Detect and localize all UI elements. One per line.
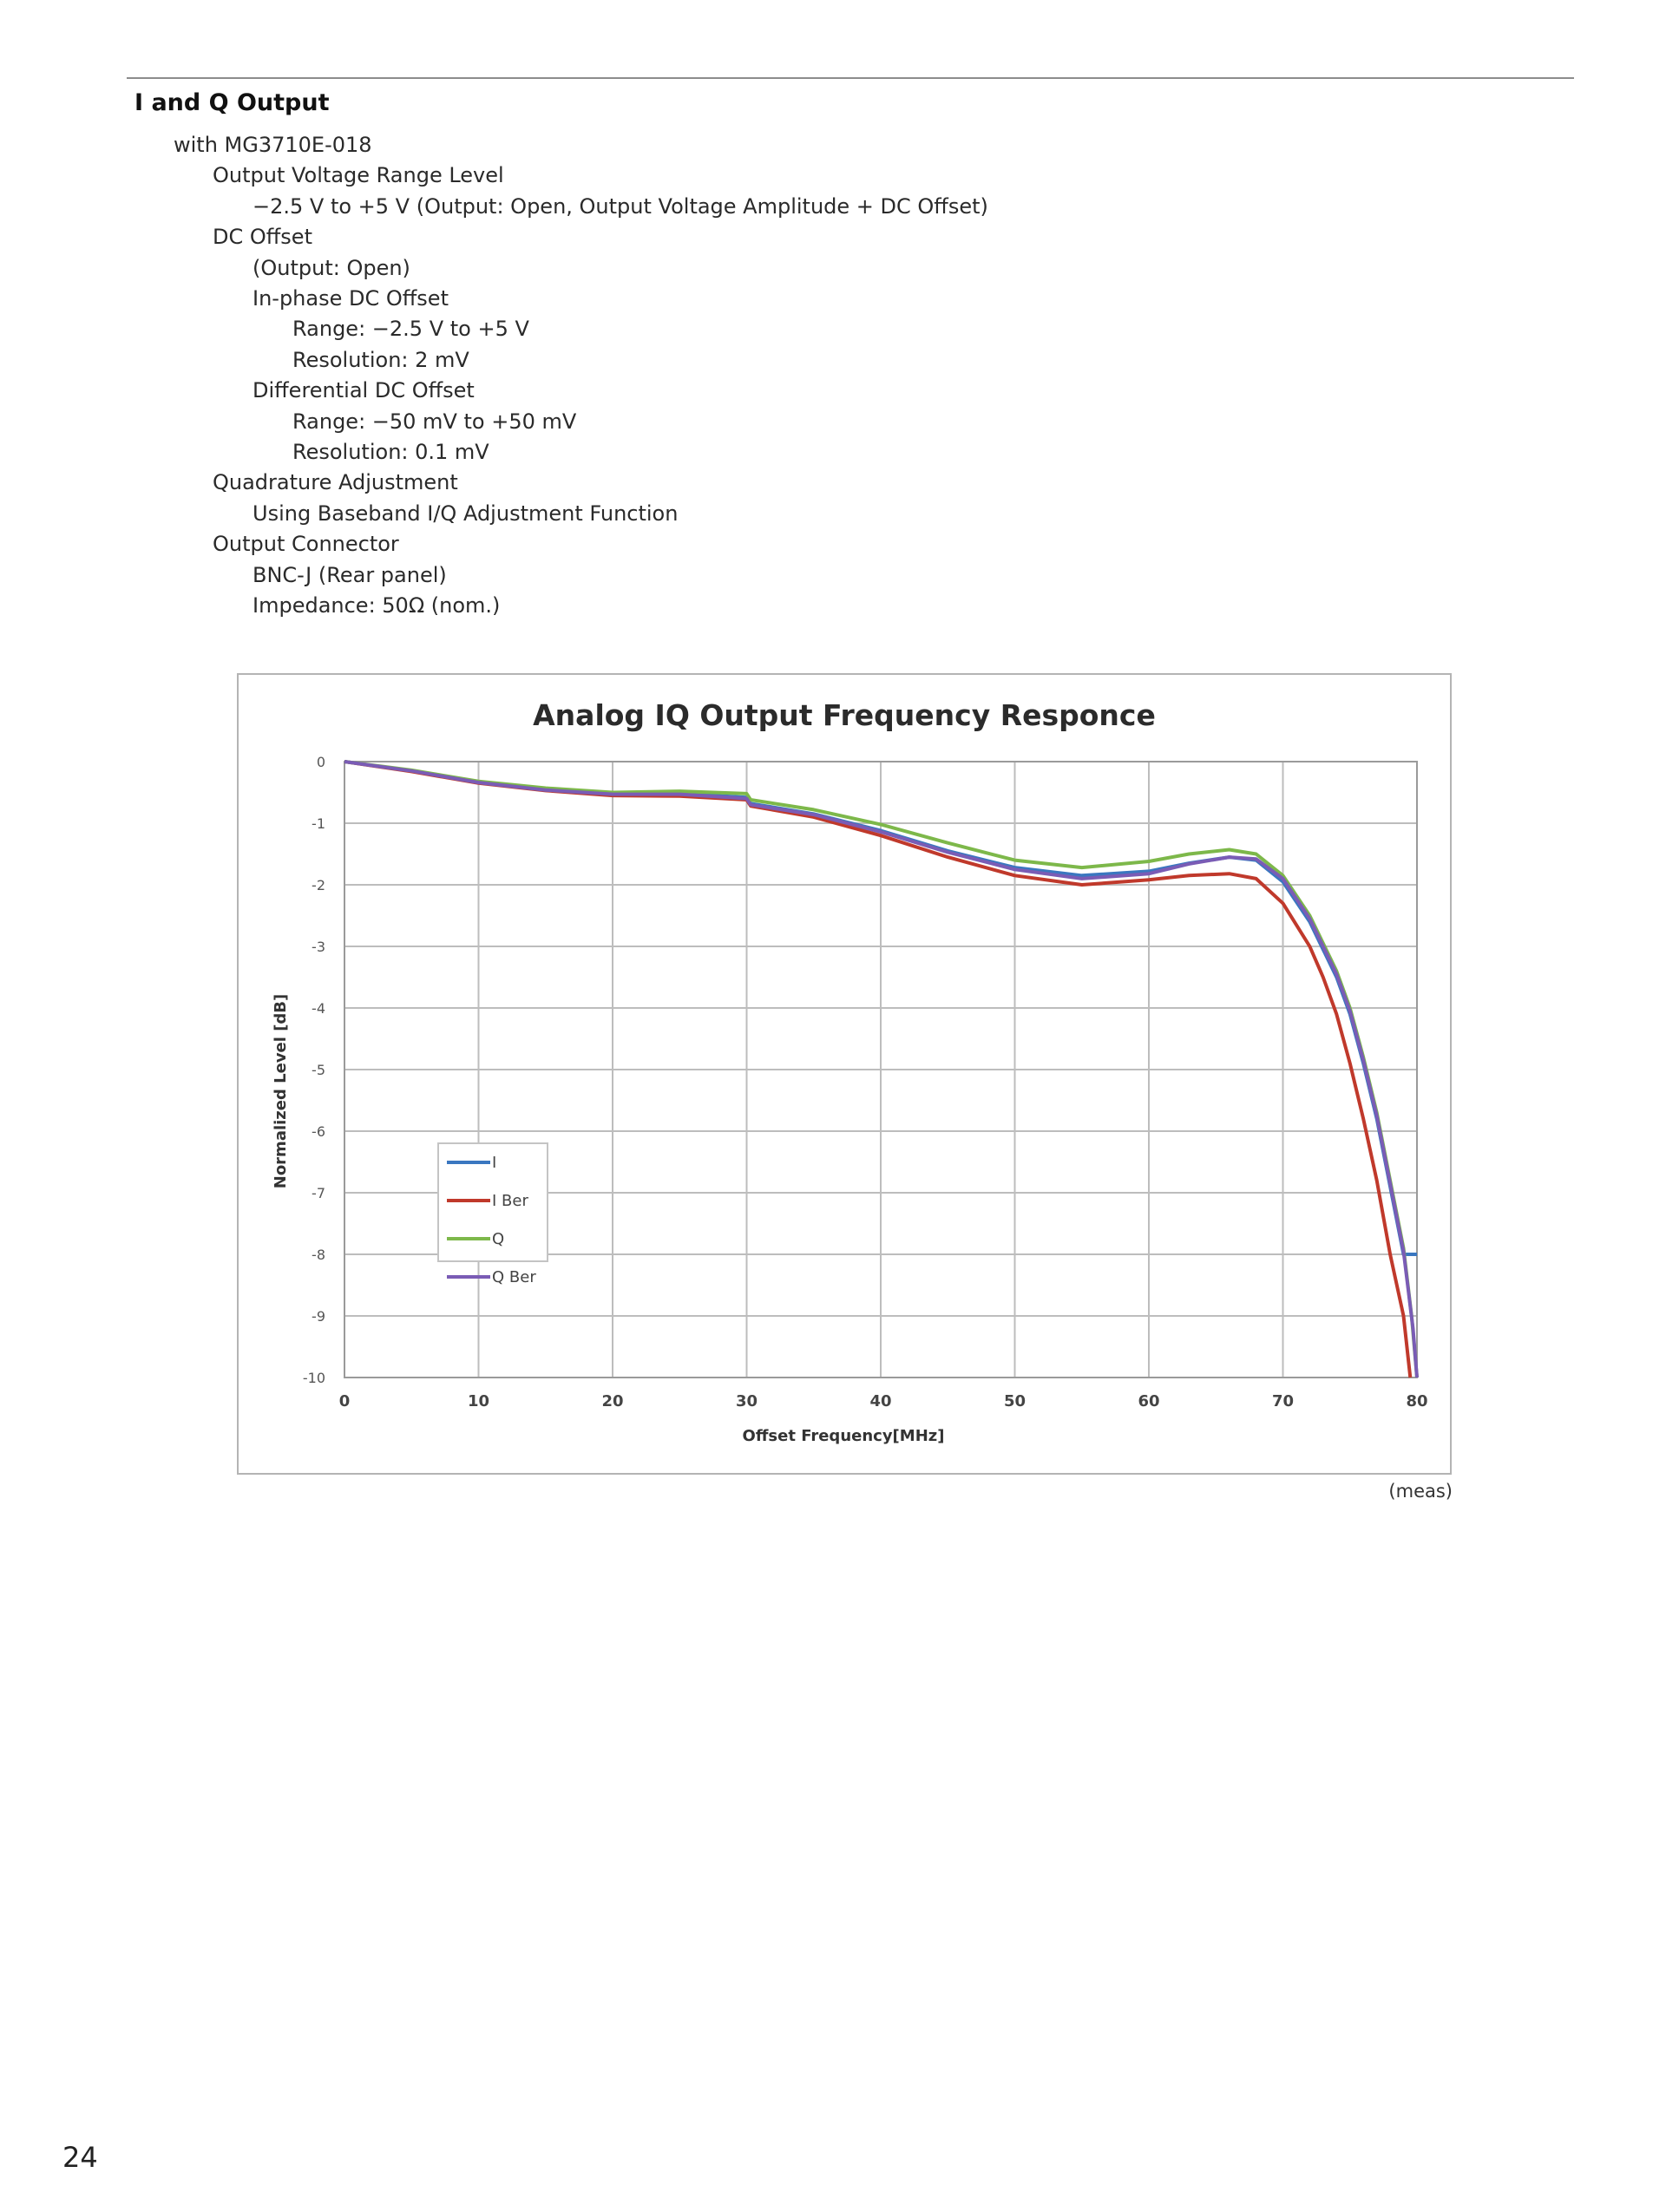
y-tick-label: 0: [316, 754, 325, 770]
spec-line: Impedance: 50Ω (nom.): [253, 593, 501, 618]
spec-line: Resolution: 0.1 mV: [292, 440, 489, 464]
x-tick-label: 70: [1271, 1392, 1295, 1410]
spec-line: with MG3710E-018: [174, 133, 372, 157]
y-tick-label: -1: [312, 815, 325, 832]
chart-title: Analog IQ Output Frequency Responce: [533, 698, 1156, 732]
y-tick-label: -5: [312, 1062, 325, 1078]
x-tick-label: 40: [869, 1392, 892, 1410]
spec-line: Differential DC Offset: [253, 378, 475, 403]
spec-line: DC Offset: [213, 225, 312, 250]
x-tick-label: 80: [1406, 1392, 1428, 1410]
y-tick-label: -3: [312, 939, 325, 955]
section-heading: I and Q Output: [134, 89, 330, 116]
x-tick-labels: [339, 1392, 1428, 1410]
spec-line: −2.5 V to +5 V (Output: Open, Output Voltage Amplitude + DC Offset): [253, 193, 988, 219]
x-tick-label: 20: [601, 1392, 624, 1410]
legend-label: Q Ber: [492, 1268, 536, 1286]
frequency-response-figure: [237, 673, 1452, 1475]
top-divider-rule: [127, 77, 1574, 79]
legend-label: I Ber: [492, 1192, 528, 1210]
y-axis-label: Normalized Level [dB]: [272, 993, 290, 1189]
y-tick-label: -10: [302, 1370, 325, 1386]
x-tick-label: 0: [338, 1392, 351, 1410]
page-number: 24: [62, 2141, 98, 2174]
y-tick-label: -7: [312, 1185, 325, 1201]
y-tick-label: -9: [312, 1308, 325, 1325]
spec-line: In-phase DC Offset: [253, 286, 449, 311]
x-axis-label: Offset Frequency[MHz]: [742, 1427, 945, 1445]
spec-line: Quadrature Adjustment: [213, 470, 458, 495]
spec-line: Output Voltage Range Level: [213, 163, 504, 188]
x-tick-label: 60: [1138, 1392, 1160, 1410]
spec-line: Range: −2.5 V to +5 V: [292, 317, 529, 342]
frequency-response-chart: [239, 675, 1450, 1473]
legend-label: Q: [492, 1230, 505, 1248]
spec-line: Output Connector: [213, 532, 399, 557]
y-tick-label: -8: [312, 1247, 325, 1263]
x-tick-label: 50: [1003, 1392, 1026, 1410]
y-tick-label: -4: [312, 1000, 325, 1017]
x-tick-label: 30: [735, 1392, 758, 1410]
legend-label: I: [492, 1154, 497, 1172]
measurement-note: (meas): [1388, 1481, 1453, 1502]
x-tick-label: 10: [467, 1392, 490, 1410]
spec-line: (Output: Open): [253, 255, 410, 280]
spec-line: Resolution: 2 mV: [292, 347, 469, 372]
y-tick-label: -2: [312, 877, 325, 893]
chart-legend: [438, 1143, 548, 1286]
spec-line: Using Baseband I/Q Adjustment Function: [253, 501, 679, 526]
spec-line: BNC-J (Rear panel): [253, 562, 447, 587]
spec-line: Range: −50 mV to +50 mV: [292, 409, 577, 434]
y-tick-labels: [303, 754, 325, 1386]
y-tick-label: -6: [312, 1123, 325, 1140]
